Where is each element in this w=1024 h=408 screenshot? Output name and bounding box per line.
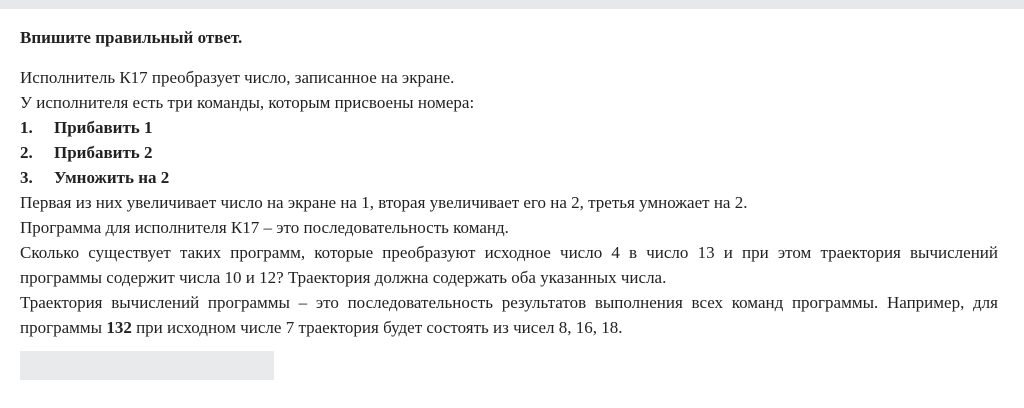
command-item-3	[20, 165, 998, 190]
answer-input[interactable]	[20, 351, 274, 380]
command-number-1: 1.	[20, 118, 33, 137]
top-strip	[0, 0, 1024, 9]
command-label-1: Прибавить 1	[54, 118, 153, 137]
command-label-3: Умножить на 2	[54, 168, 170, 187]
example-program: 132	[106, 318, 132, 337]
command-item-1	[20, 115, 998, 140]
intro-line-2: У исполнителя есть три команды, которым присвоены номера:	[20, 93, 475, 112]
instruction-heading: Впишите правильный ответ.	[20, 28, 243, 47]
command-number-3: 3.	[20, 168, 33, 187]
commands-description: Первая из них увеличивает число на экране на 1, вторая увеличивает его на 2, третья умножает на 2.	[20, 193, 748, 212]
trajectory-definition-end: при исходном числе 7 траектория будет состоять из чисел 8, 16, 18.	[131, 318, 623, 337]
command-number-2: 2.	[20, 143, 33, 162]
intro-line-1: Исполнитель К17 преобразует число, записанное на экране.	[20, 68, 455, 87]
task-text	[20, 25, 998, 340]
command-label-2: Прибавить 2	[54, 143, 153, 162]
command-item-2	[20, 140, 998, 165]
program-definition: Программа для исполнителя К17 – это последовательность команд.	[20, 218, 509, 237]
question-text: Сколько существует таких программ, которые преобразуют исходное число 4 в число 13 и при этом траектория вычислений программы содержит числа 10 и 12? Траектория должна содержать оба указанных числа.	[20, 243, 998, 287]
trajectory-definition-start: Траектория вычислений программы – это последовательность результатов выполнения всех команд программы. Например, для программы	[20, 293, 998, 337]
trajectory-definition	[20, 290, 998, 340]
